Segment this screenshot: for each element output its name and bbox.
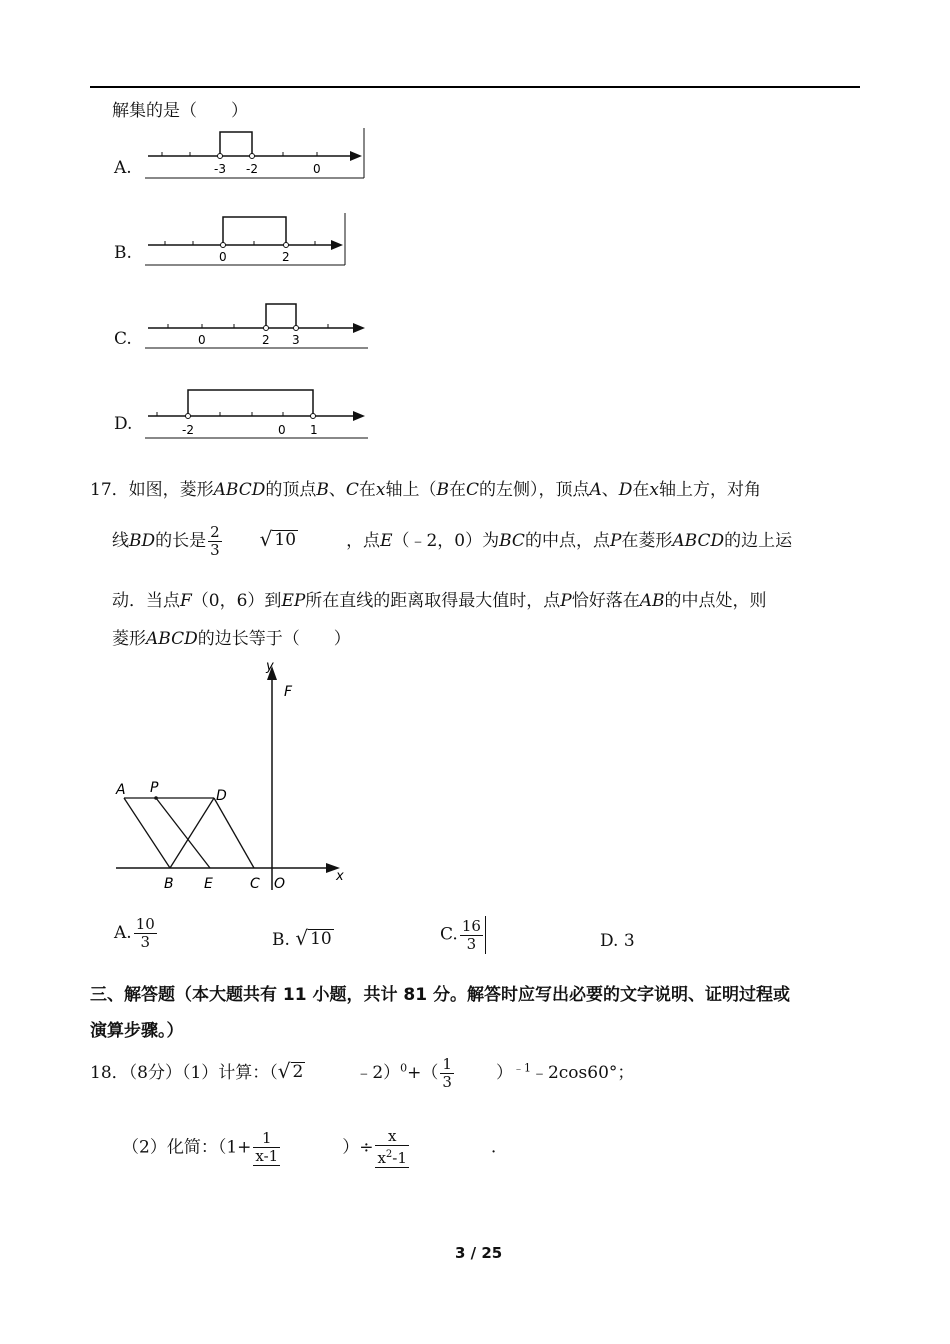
q16-option-a-label[interactable]: A. — [114, 158, 132, 178]
number-line-c — [140, 300, 372, 352]
section-3-heading-cont: 演算步骤。） — [90, 1021, 184, 1041]
tick-label: -2 — [246, 162, 258, 176]
q17-line-2: 线BD的长是 $\frac{2}{3}$ √ 10 ，点E（﹣2，0）为BC的中点，点P在菱形ABCD的边上运 — [112, 523, 793, 559]
q17-line-4: 菱形ABCD的边长等于（ ） — [112, 629, 351, 649]
label-A: A — [116, 782, 126, 798]
fraction: $\frac{1}{x-1}$ — [255, 1129, 279, 1165]
q18-part-1: 18．（8分）（1）计算：（ √ 2 ﹣2）$^0$+（ $\frac{1}{3}$ ）$^{﹣1}$﹣2cos60°； — [90, 1055, 635, 1091]
label-E: E — [204, 876, 213, 892]
tick-label: 3 — [292, 333, 300, 347]
fraction: $\frac{2}{3}$ — [210, 523, 220, 559]
q17-line-3: 动．当点F（0，6）到EP所在直线的距离取得最大值时，点P恰好落在AB的中点处，则 — [112, 591, 767, 611]
label-D: D — [216, 788, 227, 804]
label-F: F — [284, 684, 293, 700]
label-P: P — [150, 780, 159, 796]
number-line-b — [140, 211, 350, 269]
q16-stem-tail: 解集的是（ ） — [112, 101, 248, 121]
page-number: 3 / 25 — [455, 1244, 503, 1262]
tick-label: 0 — [278, 423, 286, 437]
fraction: $\frac{x}{x^2-1}$ — [377, 1127, 407, 1167]
q17-option-c[interactable]: C. $\frac{16}{3}$ — [440, 916, 486, 954]
q16-option-d-label[interactable]: D. — [114, 414, 133, 434]
section-3-heading: 三、解答题（本大题共有 11 小题，共计 81 分。解答时应写出必要的文字说明、证明过程或 — [90, 985, 790, 1005]
header-rule — [90, 86, 860, 88]
q17-option-a[interactable]: A. $\frac{10}{3}$ — [114, 915, 155, 951]
label-C: C — [250, 876, 260, 892]
sqrt: √ 10 — [259, 527, 297, 551]
label-x: x — [336, 869, 344, 884]
q17-option-b[interactable]: B. √ 10 — [272, 926, 332, 950]
tick-label: 0 — [198, 333, 206, 347]
q17-line-1: 17．如图，菱形ABCD的顶点B、C在x轴上（B在C的左侧），顶点A、D在x轴上方，对角 — [90, 480, 762, 500]
tick-label: 0 — [313, 162, 321, 176]
tick-label: 2 — [262, 333, 270, 347]
fraction: $\frac{10}{3}$ — [135, 915, 155, 951]
q16-option-b-label[interactable]: B. — [114, 243, 132, 263]
label-B: B — [164, 876, 174, 892]
rhombus-figure — [112, 660, 352, 896]
q18-part-2: （2）化简：（1+ $\frac{1}{x-1}$ ）÷ $\frac{x}{x^2-1}$ . — [122, 1127, 497, 1167]
fraction: $\frac{16}{3}$ — [461, 916, 481, 953]
q17-option-d[interactable]: D. 3 — [600, 931, 635, 951]
sqrt: √ 10 — [295, 926, 332, 950]
tick-label: -3 — [214, 162, 226, 176]
q16-option-c-label[interactable]: C. — [114, 329, 132, 349]
fraction: $\frac{1}{3}$ — [442, 1055, 452, 1091]
number-line-a — [140, 126, 370, 182]
tick-label: 1 — [310, 423, 318, 437]
label-O: O — [274, 876, 286, 892]
label-y: y — [266, 660, 274, 674]
tick-label: -2 — [182, 423, 194, 437]
tick-label: 0 — [219, 250, 227, 264]
tick-label: 2 — [282, 250, 290, 264]
number-line-d — [140, 386, 372, 442]
sqrt: √ 2 — [277, 1059, 304, 1083]
